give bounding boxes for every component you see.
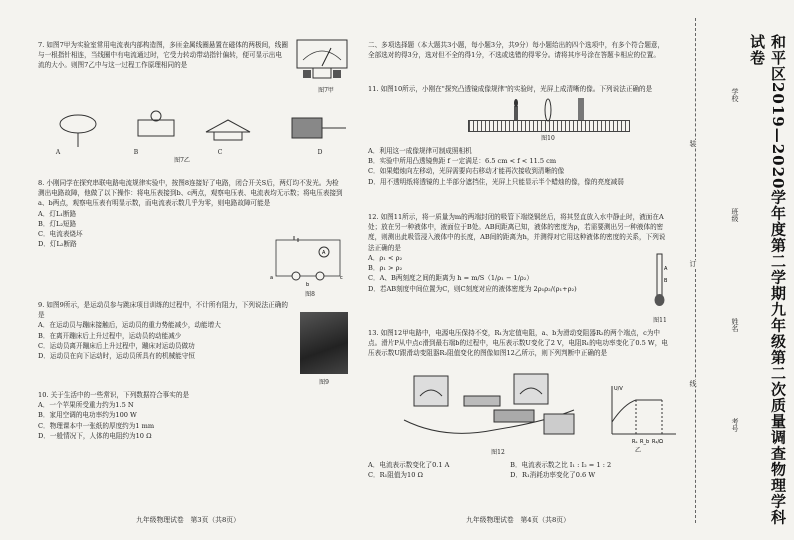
cut-label-zhuang: 装	[689, 140, 697, 147]
question-11-option-c: C．如果蜡烛向左移动，光屏需要向右移动才能再次接收到清晰的像	[368, 167, 565, 176]
field-school: 学校	[731, 88, 739, 102]
lens-candle-screen	[508, 96, 608, 122]
ammeter-figure	[293, 36, 351, 91]
question-10-stem: 10. 关于生活中的一些常识，下列数据符合事实的是	[38, 391, 190, 399]
option-d-label: D	[317, 149, 323, 156]
question-8-option-a: A．灯L₁断路	[38, 209, 77, 218]
svg-text:B: B	[664, 278, 668, 284]
circuit-figure-8	[270, 232, 346, 290]
question-11-options	[368, 146, 688, 187]
question-11-option-a: A．利用这一成像规律可制成照相机	[368, 147, 472, 155]
exam-title: 和平区2019—2020学年度第二学期九年级第二次质量调查物理学科试卷	[748, 34, 787, 526]
option-a-label: A	[55, 149, 61, 156]
fig7b-caption: 图7乙	[174, 157, 190, 164]
section-two-heading	[368, 40, 668, 60]
fig12b-caption: 乙	[634, 447, 641, 454]
svg-text:A: A	[664, 266, 668, 272]
question-9-stem: 9. 如图9所示，是运动员参与跳床项目训练的过程中，不计所有阻力，下列说法正确的是	[38, 301, 288, 320]
question-9-option-a: A．在运动员与蹦床接触后，运动员的重力势能减少，动能增大	[38, 321, 221, 330]
field-class: 班级	[731, 208, 739, 222]
circuit-photo-figure-12	[384, 370, 594, 450]
section-two-heading-text: 二、多项选择题（本大题共3小题，每小题3分，共9分）每小题给出的四个选项中，有多个符合题意，全部选对的得3分，选对但不全的得1分，不选或选错的得零分。请将其序号涂在答题卡相应的位置。	[368, 41, 665, 60]
question-12-option-c: C．A、B两刻度之间的距离为 h = m/S（1/ρ₁ − 1/ρ₂）	[368, 274, 534, 283]
svg-text:A: A	[322, 250, 326, 256]
svg-text:c: c	[340, 275, 343, 281]
fig8-caption: 图8	[305, 291, 315, 298]
question-13-option-a: A．电流表示数变化了0.1 A	[368, 461, 450, 469]
question-13	[368, 328, 668, 359]
fig11-caption: 图11	[653, 317, 667, 324]
question-8-stem: 8. 小刚同学在探究串联电路电流规律实验中，按图8连接好了电路，闭合开关S后，两灯均不发光。为检测出电路故障，他做了以下操作：将电压表接到b、c两点，观察电压表、电流表均无示数；将电压表接到a、b两点，观察电压表有明显示数，而电流表示数几乎为零，则电路故障可能是	[38, 179, 343, 208]
question-10-option-a: A．一个苹果所受重力约为1.5 N	[38, 401, 134, 410]
svg-text:b: b	[306, 282, 310, 288]
question-12-option-b: B．ρ₁ > ρ₂	[368, 264, 403, 273]
right-page	[368, 0, 733, 540]
graph-tick-rb: R_b	[640, 439, 650, 445]
question-13-option-b: B．电流表示数之比 I₁ : I₂ = 1 : 2	[510, 461, 612, 469]
graph-tick-ra: Rₐ	[632, 439, 638, 445]
question-13-option-c: C．R₁阻值为10 Ω	[368, 471, 423, 480]
question-9-option-c: C．运动员离开蹦床后上升过程中，蹦床对运动员做功	[38, 341, 195, 350]
trampoline-photo	[300, 312, 348, 374]
question-11	[368, 84, 668, 94]
graph-x-axis-label: R₂/Ω	[652, 439, 663, 445]
fig7a-caption: 图7甲	[318, 87, 334, 94]
question-12-option-a: A．ρ₁ < ρ₂	[368, 253, 403, 262]
left-page	[38, 0, 403, 540]
right-page-footer: 九年级物理试卷 第4页（共8页）	[466, 516, 570, 525]
fig7b-options-figure	[56, 102, 356, 154]
question-7	[38, 40, 288, 71]
question-7-stem: 7. 如图7甲为实验室常用电流表内部构造图，多匝金属线圈悬置在磁体的两极间，线圈与一根指针相连，当线圈中有电流通过时，它受力转动带动指针偏转，便可显示出电流的大小。则图7乙中与这一过程工作原理相同的是	[38, 41, 288, 70]
svg-text:a: a	[270, 275, 274, 281]
option-c-label: C	[217, 149, 223, 156]
binding-cut-line	[695, 18, 696, 523]
question-10-option-c: C．物理课本中一张纸的厚度约为1 mm	[38, 421, 155, 430]
fig9-caption: 图9	[319, 379, 329, 386]
question-8-option-b: B．灯L₂短路	[38, 219, 77, 228]
question-8-option-d: D．灯L₂断路	[38, 240, 77, 249]
field-name: 姓名	[731, 318, 739, 332]
question-12	[368, 212, 668, 294]
field-exam-number: 考号	[731, 418, 739, 432]
question-9-option-b: B．在离开蹦床后上升过程中，运动员的动能减少	[38, 331, 182, 340]
question-8-option-c: C．电流表烧坏	[38, 230, 83, 239]
cut-label-ding: 订	[689, 260, 697, 267]
question-12-stem: 12. 如图11所示，将一质量为m的两端封闭的吸管下端绕铜丝后，将其竖直放入水中静止时，液面在A处；放在另一种液体中，液面位于B处。AB间距离已知，液体的密度为ρ，若需要测出另一种液体的密度，则测出此吸管浸入液体中的长度，AB间的距离为h，并测得对它用这种液体的密度的关系，下列说法正确的是	[368, 213, 666, 252]
fig10-caption: 图10	[541, 135, 555, 142]
question-10	[38, 390, 338, 441]
left-page-footer: 九年级物理试卷 第3页（共8页）	[136, 516, 240, 525]
option-b-label: B	[133, 149, 139, 156]
question-9	[38, 300, 288, 361]
question-11-stem: 11. 如图10所示，小刚在"探究凸透镜成像规律"的实验时，光屏上成清晰的像。下列说法正确的是	[368, 85, 653, 93]
densimeter-figure	[648, 252, 672, 310]
u-r-graph	[600, 382, 680, 446]
question-10-option-b: B．家用空调的电功率约为100 W	[38, 411, 137, 420]
question-11-option-b: B．实验中所用凸透镜焦距 f 一定满足：6.5 cm < f < 11.5 cm	[368, 157, 557, 166]
question-12-option-d: D．若AB刻度中间位置为C，则C刻度对应的液体密度为 2ρ₁ρ₂/(ρ₁+ρ₂)	[368, 284, 577, 293]
question-13-stem: 13. 如图12甲电路中，电源电压保持不变，R₁为定值电阻，a、b为滑动变阻器R₂的两个端点，c为中点。滑片P从中点c滑到最右端b的过程中，电压表示数U变化了2 V，电阻R₁的电功率变化了0.5 W，电压表示数U跟滑动变阻器R₂阻值变化的图像如图12乙所示，则下列判断中正确的是	[368, 329, 668, 358]
graph-y-axis-label: U/V	[614, 386, 623, 392]
question-9-option-d: D．运动员在向下运动时，运动员所具有的机械能守恒	[38, 352, 195, 361]
fig12-caption: 图12	[491, 449, 505, 456]
question-13-options	[368, 460, 668, 480]
question-10-option-d: D．一般情况下，人体的电阻约为10 Ω	[38, 431, 152, 440]
cut-label-xian: 线	[689, 380, 697, 387]
question-11-option-d: D．用不透明纸将透镜的上半部分遮挡住，光屏上只能显示半个蜡烛的像，像的亮度减弱	[368, 177, 624, 186]
question-13-option-d: D．R₁消耗功率变化了0.6 W	[510, 471, 596, 480]
